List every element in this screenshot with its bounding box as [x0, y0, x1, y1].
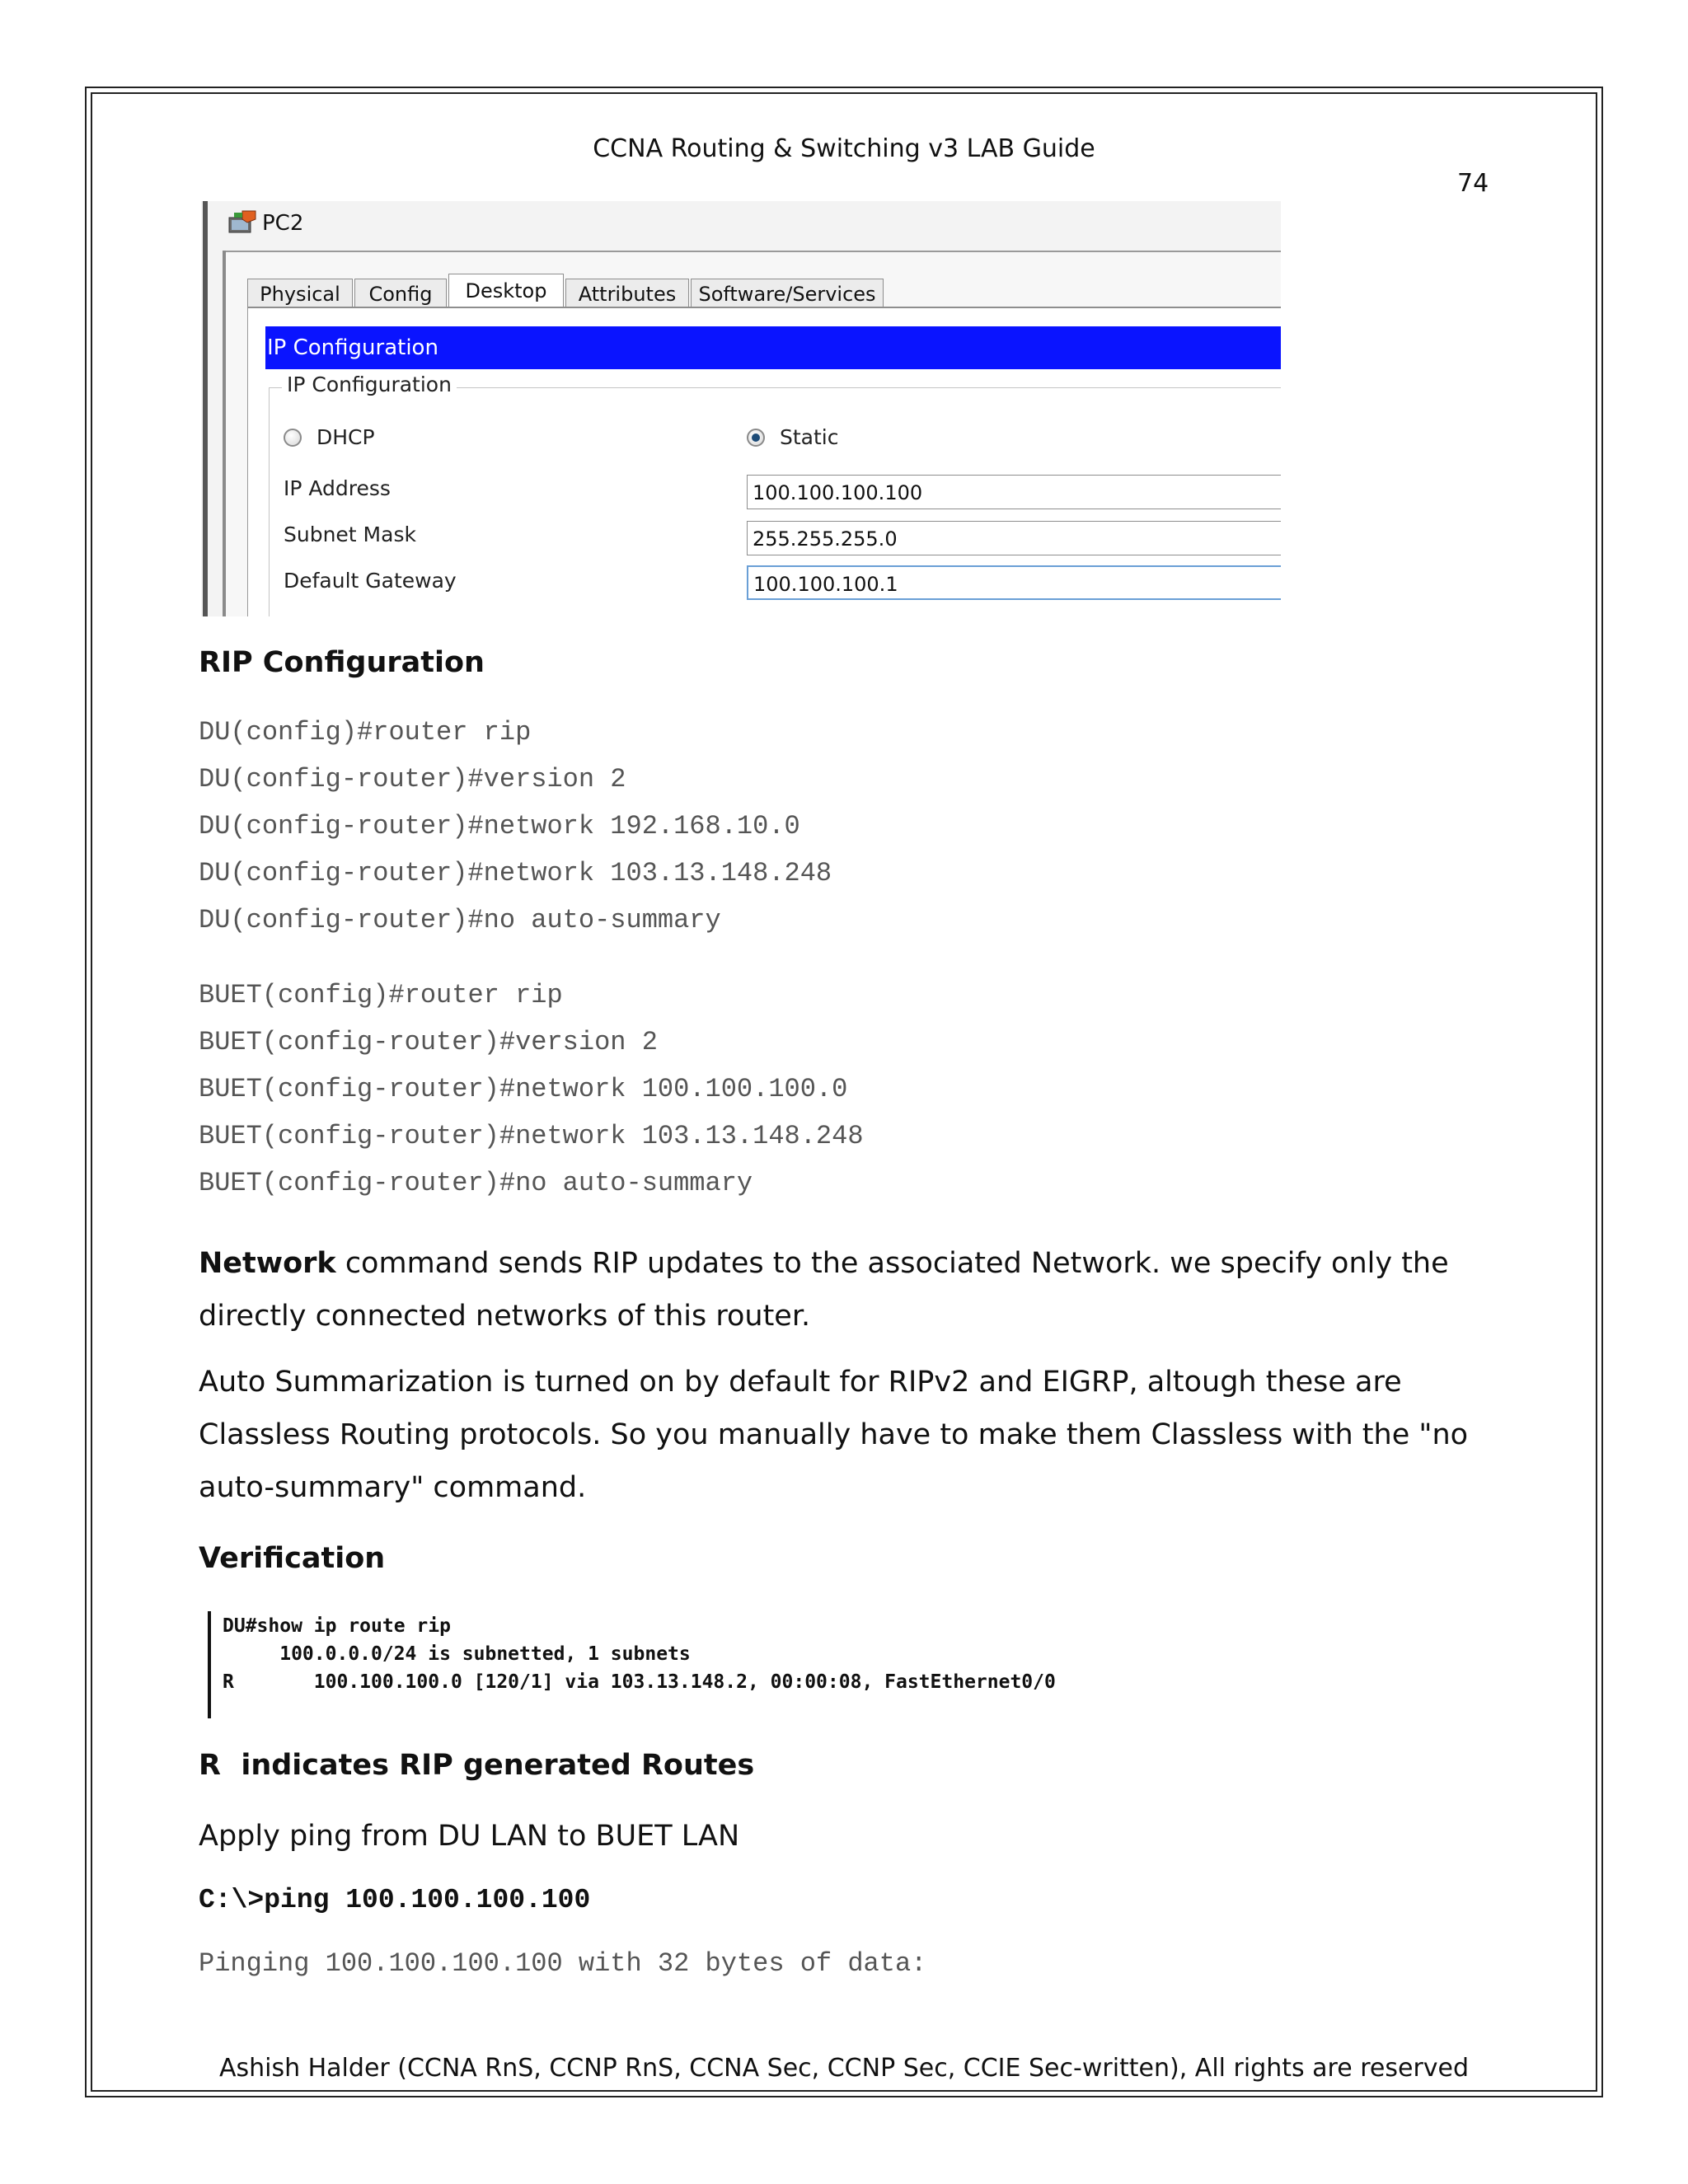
network-paragraph-text: command sends RIP updates to the associated Network. we specify only the directly connected networks of this router. — [199, 1247, 1449, 1333]
network-keyword: Network — [199, 1247, 336, 1280]
buet-command-line: BUET(config-router)#no auto-summary — [199, 1168, 753, 1198]
header-title: CCNA Routing & Switching v3 LAB Guide — [593, 134, 1095, 163]
ping-output: Pinging 100.100.100.100 with 32 bytes of data: — [199, 1948, 927, 1979]
ping-intro: Apply ping from DU LAN to BUET LAN — [199, 1820, 740, 1853]
subnet-mask-label: Subnet Mask — [284, 523, 416, 546]
dhcp-radio[interactable] — [284, 429, 302, 447]
dhcp-label: DHCP — [316, 425, 375, 449]
terminal-line: DU#show ip route rip — [223, 1615, 451, 1637]
page-number: 74 — [1457, 169, 1489, 198]
buet-command-line: BUET(config)#router rip — [199, 980, 563, 1010]
verification-heading: Verification — [199, 1542, 386, 1575]
terminal-left-bar — [208, 1611, 211, 1718]
auto-summary-paragraph: Auto Summarization is turned on by default for RIPv2 and EIGRP, altough these are Classless Routing protocols. So you manually have to make them Classless with the "no auto-summary" command. — [199, 1366, 1469, 1504]
static-radio[interactable] — [747, 429, 765, 447]
ip-config-title-bar: IP Configuration — [265, 326, 1281, 369]
ping-command: C:\>ping 100.100.100.100 — [199, 1885, 591, 1915]
buet-command-line: BUET(config-router)#version 2 — [199, 1027, 658, 1057]
du-command-line: DU(config-router)#version 2 — [199, 764, 626, 794]
du-command-line: DU(config-router)#network 192.168.10.0 — [199, 811, 800, 841]
tab-physical[interactable]: Physical — [247, 279, 353, 308]
terminal-line: R 100.100.100.0 [120/1] via 103.13.148.2, 00:00:08, FastEthernet0/0 — [223, 1671, 1056, 1693]
pc-window-icon — [226, 209, 259, 237]
tab-config[interactable]: Config — [354, 279, 447, 308]
rip-config-heading: RIP Configuration — [199, 646, 485, 679]
ip-address-label: IP Address — [284, 476, 391, 500]
ip-config-group-label: IP Configuration — [282, 373, 457, 396]
du-command-line: DU(config)#router rip — [199, 717, 532, 748]
window-title: PC2 — [262, 211, 304, 236]
static-label: Static — [780, 425, 839, 449]
buet-command-line: BUET(config-router)#network 103.13.148.248 — [199, 1121, 864, 1151]
default-gateway-field[interactable]: 100.100.100.1 — [747, 565, 1281, 600]
default-gateway-label: Default Gateway — [284, 569, 457, 593]
packet-tracer-window — [201, 201, 1281, 616]
du-command-line: DU(config-router)#network 103.13.148.248 — [199, 858, 832, 888]
du-command-line: DU(config-router)#no auto-summary — [199, 905, 721, 935]
network-command-paragraph — [199, 1237, 1509, 1343]
tab-attributes[interactable]: Attributes — [565, 279, 689, 308]
rip-routes-note: R indicates RIP generated Routes — [199, 1749, 755, 1782]
buet-command-line: BUET(config-router)#network 100.100.100.0 — [199, 1074, 848, 1104]
window-edge — [203, 201, 208, 616]
subnet-mask-field[interactable]: 255.255.255.0 — [747, 521, 1281, 555]
ip-address-field[interactable]: 100.100.100.100 — [747, 475, 1281, 509]
terminal-line: 100.0.0.0/24 is subnetted, 1 subnets — [223, 1643, 691, 1665]
tab-software-services[interactable]: Software/Services — [691, 279, 884, 308]
footer-copyright: Ashish Halder (CCNA RnS, CCNP RnS, CCNA Sec, CCNP Sec, CCIE Sec-written), All rights are reserved — [218, 2054, 1470, 2083]
tab-desktop[interactable]: Desktop — [448, 274, 564, 310]
